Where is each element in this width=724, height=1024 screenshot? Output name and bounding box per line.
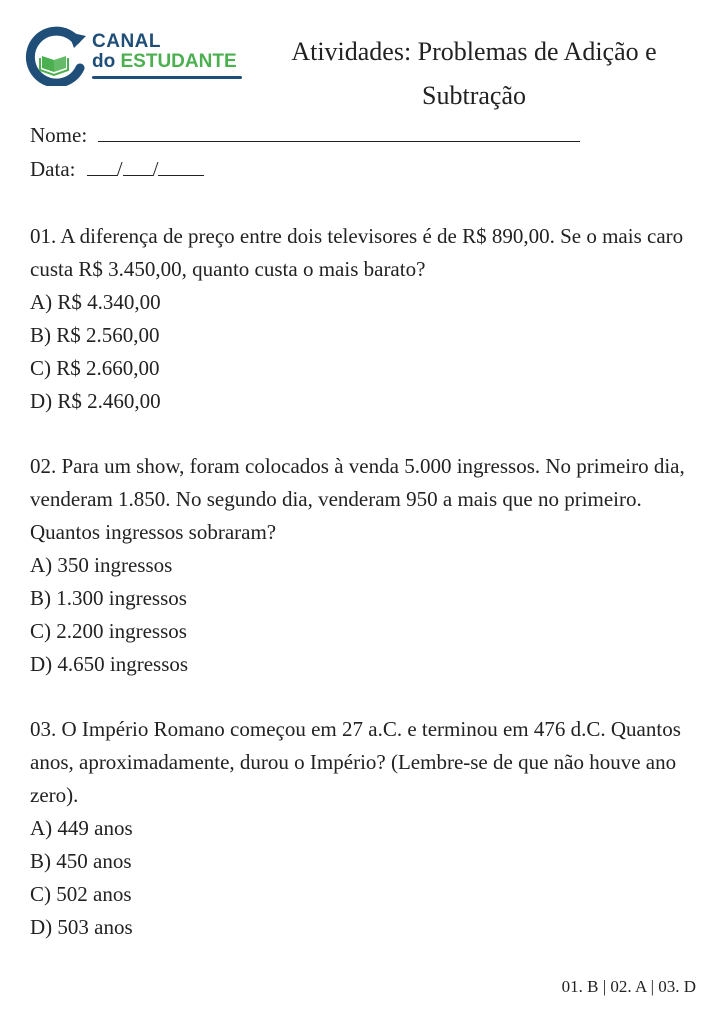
date-label: Data: [30,157,76,181]
name-blank-line [98,121,580,142]
logo-estudante: ESTUDANTE [120,51,237,72]
page-title [248,30,700,118]
answer-key: 01. B | 02. A | 03. D [561,977,696,996]
question-text: 03. O Império Romano começou em 27 a.C. e terminou em 476 d.C. Quantos anos, aproximadamente, durou o Império? (Lembre-se de que não houve ano zero). [30,717,681,807]
question-text: 02. Para um show, foram colocados à venda 5.000 ingressos. No primeiro dia, venderam 1.850. No segundo dia, venderam 950 a mais que no primeiro. Quantos ingressos sobraram? [30,454,685,544]
logo-line2 [92,52,237,72]
logo-text [92,32,237,72]
logo-line1: CANAL [92,31,161,52]
option-b: B) 1.300 ingressos [30,586,187,610]
canal-do-estudante-logo-icon [24,26,88,86]
date-separator: / [152,157,159,181]
logo-do: do [92,51,116,72]
date-field [30,154,204,184]
option-d: D) R$ 2.460,00 [30,389,161,413]
date-day-blank [87,155,117,176]
option-c: C) R$ 2.660,00 [30,356,160,380]
question-1 [30,220,698,418]
date-year-blank [158,155,204,176]
name-field [30,120,580,150]
option-a: A) 350 ingressos [30,553,173,577]
question-3 [30,713,698,944]
option-b: B) 450 anos [30,849,132,873]
title-line2: Subtração [422,81,526,110]
question-text: 01. A diferença de preço entre dois televisores é de R$ 890,00. Se o mais caro custa R$ 3.450,00, quanto custa o mais barato? [30,224,684,281]
option-c: C) 2.200 ingressos [30,619,187,643]
date-month-blank [123,155,153,176]
date-separator: / [116,157,123,181]
option-a: A) R$ 4.340,00 [30,290,161,314]
option-d: D) 4.650 ingressos [30,652,189,676]
option-c: C) 502 anos [30,882,132,906]
logo [24,24,244,88]
name-label: Nome: [30,123,88,147]
option-b: B) R$ 2.560,00 [30,323,160,347]
title-line1: Atividades: Problemas de Adição e [291,37,657,66]
option-d: D) 503 anos [30,915,133,939]
question-2 [30,450,698,681]
option-a: A) 449 anos [30,816,133,840]
logo-underline [92,76,242,79]
